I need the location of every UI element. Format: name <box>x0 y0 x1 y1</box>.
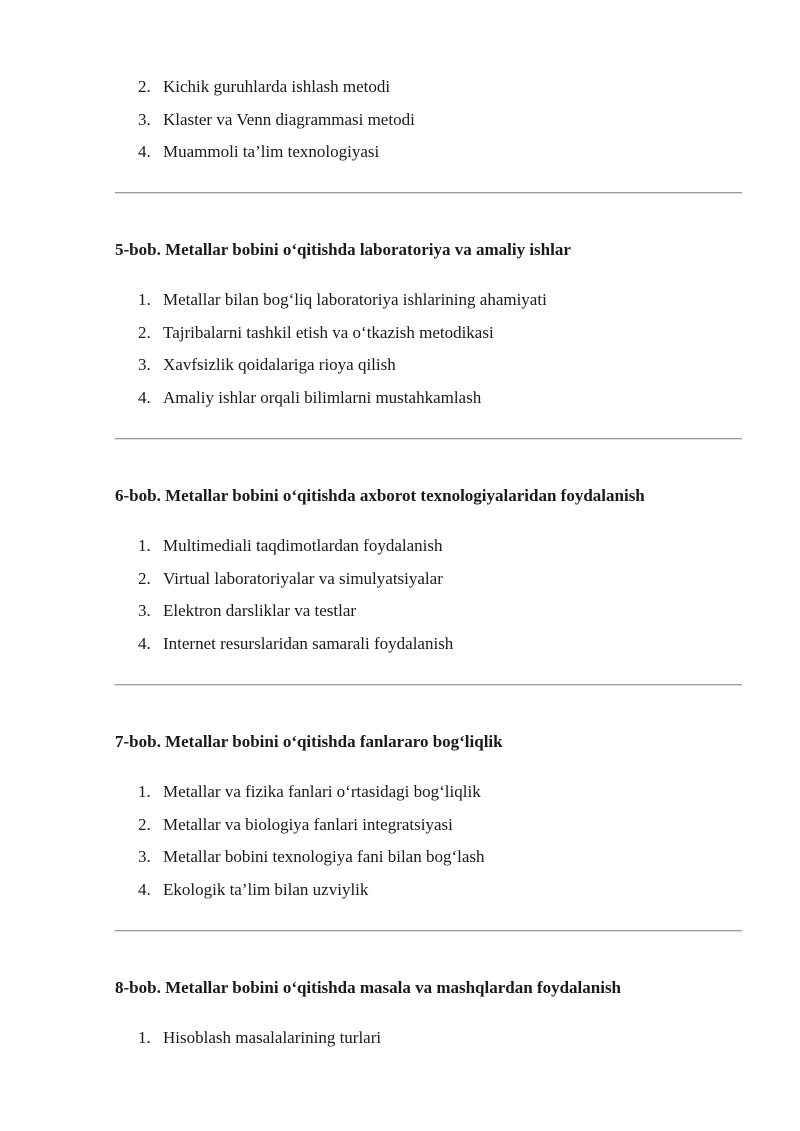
section-heading: 8-bob. Metallar bobini o‘qitishda masala va mashqlardan foydalanish <box>115 978 622 997</box>
list-item <box>138 284 547 317</box>
list-item <box>138 71 415 104</box>
list-item-text: Multimediali taqdimotlardan foydalanish <box>163 536 443 555</box>
list-item-text: Xavfsizlik qoidalariga rioya qilish <box>163 355 396 374</box>
list-item-text: Metallar bilan bog‘liq laboratoriya ishlarining ahamiyati <box>163 290 547 309</box>
list-item <box>138 628 453 661</box>
list-item <box>138 776 485 809</box>
list-item <box>138 382 547 415</box>
list-item-number: 3. <box>138 355 151 374</box>
list-item <box>138 841 485 874</box>
section-list <box>138 776 485 906</box>
list-item-number: 3. <box>138 847 151 866</box>
list-item-number: 4. <box>138 879 151 899</box>
list-item <box>138 530 453 563</box>
list-item <box>138 563 453 596</box>
section-list <box>138 1022 381 1055</box>
list-item-text: Tajribalarni tashkil etish va o‘tkazish metodikasi <box>163 322 494 342</box>
section-divider <box>115 930 742 932</box>
list-item-number: 1. <box>138 1028 151 1047</box>
list-item-text: Amaliy ishlar orqali bilimlarni mustahkamlash <box>163 387 482 407</box>
list-item-text: Elektron darsliklar va testlar <box>163 601 357 620</box>
list-item-number: 2. <box>138 77 151 96</box>
list-item-number: 4. <box>138 142 151 161</box>
intro-list <box>138 71 415 169</box>
list-item <box>138 136 415 169</box>
list-item-text: Klaster va Venn diagrammasi metodi <box>163 109 415 129</box>
list-item-number: 4. <box>138 387 151 407</box>
section-heading: 7-bob. Metallar bobini o‘qitishda fanlararo bog‘liqlik <box>115 732 503 751</box>
list-item-text: Metallar bobini texnologiya fani bilan bog‘lash <box>163 847 485 866</box>
list-item-text: Internet resurslaridan samarali foydalanish <box>163 633 454 653</box>
list-item-number: 2. <box>138 322 151 342</box>
list-item-number: 1. <box>138 536 151 555</box>
list-item-text: Metallar va biologiya fanlari integratsiyasi <box>163 814 453 834</box>
list-item-text: Hisoblash masalalarining turlari <box>163 1028 382 1047</box>
list-item <box>138 104 415 137</box>
list-item-number: 2. <box>138 814 151 834</box>
section-divider <box>115 684 742 686</box>
list-item-text: Metallar va fizika fanlari o‘rtasidagi bog‘liqlik <box>163 782 481 801</box>
list-item-text: Virtual laboratoriyalar va simulyatsiyalar <box>163 568 443 588</box>
list-item <box>138 317 547 350</box>
list-item <box>138 595 453 628</box>
section-heading: 5-bob. Metallar bobini o‘qitishda laboratoriya va amaliy ishlar <box>115 240 571 259</box>
list-item-number: 3. <box>138 109 151 129</box>
list-item-number: 2. <box>138 568 151 588</box>
list-item-number: 1. <box>138 782 151 801</box>
section-list <box>138 284 547 414</box>
list-item-text: Kichik guruhlarda ishlash metodi <box>163 77 391 96</box>
list-item <box>138 809 485 842</box>
section-heading: 6-bob. Metallar bobini o‘qitishda axborot texnologiyalaridan foydalanish <box>115 486 645 505</box>
section-list <box>138 530 453 660</box>
list-item-number: 3. <box>138 601 151 620</box>
list-item <box>138 1022 381 1055</box>
list-item <box>138 874 485 907</box>
list-item-text: Ekologik ta’lim bilan uzviylik <box>163 879 369 899</box>
list-item-number: 4. <box>138 633 151 653</box>
section-divider <box>115 438 742 440</box>
list-item <box>138 349 547 382</box>
section-divider <box>115 192 742 194</box>
list-item-text: Muammoli ta’lim texnologiyasi <box>163 142 380 161</box>
list-item-number: 1. <box>138 290 151 309</box>
